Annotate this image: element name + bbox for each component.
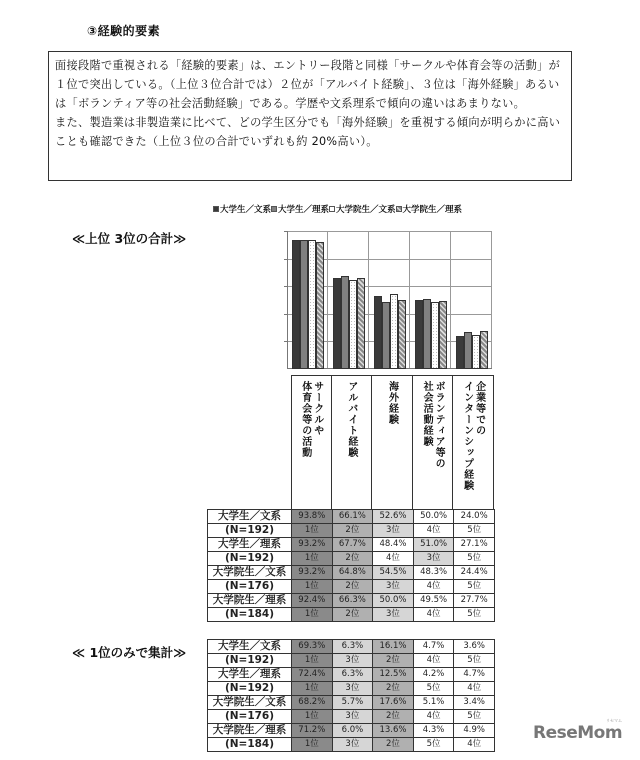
rank-cell: 4位: [454, 682, 495, 696]
sample-size-label: (N=192): [208, 654, 292, 668]
bar: [382, 302, 390, 369]
rank-cell: 5位: [413, 738, 454, 752]
value-cell: 3.6%: [454, 640, 495, 654]
rank-cell: 3位: [373, 524, 414, 538]
value-cell: 4.3%: [413, 724, 454, 738]
gridline: [327, 231, 328, 369]
value-cell: 54.5%: [373, 566, 414, 580]
gridline: [409, 231, 410, 369]
rank-cell: 3位: [332, 738, 373, 752]
category-label-line: サークルや: [311, 381, 323, 436]
bar: [439, 301, 447, 369]
value-cell: 52.6%: [373, 510, 414, 524]
category-label-line: 海外経験: [386, 381, 398, 425]
table-row: [208, 696, 495, 710]
value-cell: 4.7%: [454, 668, 495, 682]
category-label-line: 社会活動経験: [421, 381, 433, 447]
category-label-line: インターンシップ経験: [461, 381, 473, 491]
category-label-line: ボランティア等の: [433, 381, 445, 469]
value-cell: 27.1%: [454, 538, 495, 552]
value-cell: 66.3%: [332, 594, 373, 608]
rank-cell: 4位: [413, 580, 454, 594]
value-cell: 6.3%: [332, 668, 373, 682]
sample-size-label: (N=192): [208, 682, 292, 696]
group-label: 大学院生／文系: [208, 566, 292, 580]
rank-cell: 2位: [332, 608, 373, 622]
bar: [390, 294, 398, 369]
group-label: 大学院生／文系: [208, 696, 292, 710]
table-row: [208, 566, 495, 580]
rank-cell: 5位: [454, 608, 495, 622]
chart-legend: [213, 203, 462, 215]
rank-cell: 4位: [373, 552, 414, 566]
table-row: [208, 640, 495, 654]
legend-swatch-icon: [213, 206, 219, 212]
rank-cell: 1位: [292, 608, 333, 622]
value-cell: 72.4%: [292, 668, 333, 682]
bar: [341, 276, 349, 369]
group-label: 大学院生／理系: [208, 724, 292, 738]
category-label-line: アルバイト経験: [345, 381, 357, 458]
rank-cell: 1位: [292, 654, 333, 668]
value-cell: 93.2%: [292, 566, 333, 580]
table-row: [208, 538, 495, 552]
table-row: [208, 608, 495, 622]
bar: [292, 240, 300, 369]
rank-cell: 4位: [413, 710, 454, 724]
rank-cell: 2位: [373, 682, 414, 696]
value-cell: 92.4%: [292, 594, 333, 608]
category-header: [291, 375, 494, 509]
bar: [357, 278, 365, 369]
category-label: [413, 376, 454, 509]
category-label: [291, 376, 332, 509]
top3-table: [207, 509, 495, 622]
bar: [464, 332, 472, 369]
resemom-logo-sub: リセマム: [606, 718, 622, 723]
table-row: [208, 724, 495, 738]
gridline: [450, 231, 451, 369]
group-label: 大学生／理系: [208, 538, 292, 552]
value-cell: 66.1%: [332, 510, 373, 524]
rank-cell: 5位: [454, 654, 495, 668]
value-cell: 5.7%: [332, 696, 373, 710]
value-cell: 69.3%: [292, 640, 333, 654]
table-row: [208, 524, 495, 538]
resemom-logo: ReseMom: [533, 723, 623, 743]
group-label: 大学生／文系: [208, 640, 292, 654]
sample-size-label: (N=192): [208, 552, 292, 566]
value-cell: 4.2%: [413, 668, 454, 682]
value-cell: 16.1%: [373, 640, 414, 654]
table-row: [208, 594, 495, 608]
group-label: 大学生／理系: [208, 668, 292, 682]
rank-cell: 2位: [373, 738, 414, 752]
value-cell: 50.0%: [373, 594, 414, 608]
table-row: [208, 580, 495, 594]
legend-swatch-icon: [329, 206, 335, 212]
bar: [349, 280, 357, 369]
table-row: [208, 654, 495, 668]
legend-item: [396, 203, 463, 215]
legend-label: 大学生／理系: [278, 205, 330, 215]
bar: [316, 242, 324, 370]
value-cell: 68.2%: [292, 696, 333, 710]
rank-cell: 5位: [454, 580, 495, 594]
summary-paragraph-2: また、製造業は非製造業に比べて、どの学生区分でも「海外経験」を重視する傾向が明らかに高いことも確認できた（上位３位の合計でいずれも約 20%高い）。: [55, 116, 561, 148]
legend-label: 大学生／文系: [220, 205, 272, 215]
rank-cell: 2位: [373, 654, 414, 668]
category-label: [372, 376, 413, 509]
value-cell: 51.0%: [413, 538, 454, 552]
bar: [456, 336, 464, 369]
rank-cell: 1位: [292, 710, 333, 724]
legend-label: 大学院生／文系: [336, 205, 396, 215]
rank-cell: 3位: [413, 552, 454, 566]
bar: [300, 240, 308, 369]
summary-box: [48, 51, 572, 181]
rank-cell: 1位: [292, 524, 333, 538]
category-label: [453, 376, 494, 509]
rank-cell: 4位: [413, 524, 454, 538]
category-label: [332, 376, 373, 509]
rank-cell: 3位: [332, 710, 373, 724]
value-cell: 24.4%: [454, 566, 495, 580]
value-cell: 49.5%: [413, 594, 454, 608]
summary-paragraph-1: 面接段階で重視される「経験的要素」は、エントリー段階と同様「サークルや体育会等の活動」が１位で突出している。（上位３位合計では）２位が「アルバイト経験」、３位は「海外経験」あるいは「ボランティア等の社会活動経験」である。学歴や文系理系で傾向の違いはあまりない。: [55, 59, 561, 110]
rank-cell: 2位: [332, 580, 373, 594]
sample-size-label: (N=184): [208, 738, 292, 752]
rank-cell: 4位: [413, 654, 454, 668]
table-row: [208, 682, 495, 696]
table-row: [208, 710, 495, 724]
legend-item: [329, 203, 396, 215]
bar: [472, 335, 480, 369]
bar-chart: [287, 231, 492, 369]
table-row: [208, 668, 495, 682]
value-cell: 50.0%: [413, 510, 454, 524]
value-cell: 48.4%: [373, 538, 414, 552]
group-label: 大学院生／理系: [208, 594, 292, 608]
group-label: 大学生／文系: [208, 510, 292, 524]
rank-cell: 5位: [454, 710, 495, 724]
legend-item: [213, 203, 271, 215]
category-label-line: 企業等での: [473, 381, 485, 436]
table-row: [208, 738, 495, 752]
value-cell: 64.8%: [332, 566, 373, 580]
first-only-table: [207, 639, 495, 752]
rank-cell: 3位: [373, 608, 414, 622]
rank-cell: 1位: [292, 738, 333, 752]
subtitle-first-only: ≪ 1位のみで集計≫: [72, 645, 187, 660]
rank-cell: 3位: [332, 682, 373, 696]
rank-cell: 2位: [332, 552, 373, 566]
rank-cell: 1位: [292, 682, 333, 696]
category-label-line: 体育会等の活動: [299, 381, 311, 458]
bar: [431, 302, 439, 369]
value-cell: 6.3%: [332, 640, 373, 654]
bar: [423, 299, 431, 369]
bar: [308, 240, 316, 369]
rank-cell: 4位: [413, 608, 454, 622]
gridline: [491, 231, 492, 369]
gridline: [287, 231, 492, 232]
rank-cell: 3位: [332, 654, 373, 668]
value-cell: 3.4%: [454, 696, 495, 710]
sample-size-label: (N=176): [208, 580, 292, 594]
bar: [374, 296, 382, 369]
gridline: [368, 231, 369, 369]
value-cell: 48.3%: [413, 566, 454, 580]
rank-cell: 5位: [454, 524, 495, 538]
rank-cell: 1位: [292, 552, 333, 566]
value-cell: 13.6%: [373, 724, 414, 738]
rank-cell: 4位: [454, 738, 495, 752]
bar: [333, 278, 341, 369]
subtitle-top3: ≪上位 3位の合計≫: [72, 231, 187, 246]
value-cell: 71.2%: [292, 724, 333, 738]
bar: [480, 331, 488, 369]
rank-cell: 2位: [332, 524, 373, 538]
value-cell: 4.7%: [413, 640, 454, 654]
value-cell: 5.1%: [413, 696, 454, 710]
value-cell: 93.8%: [292, 510, 333, 524]
rank-cell: 2位: [373, 710, 414, 724]
bar: [398, 300, 406, 369]
value-cell: 6.0%: [332, 724, 373, 738]
legend-label: 大学院生／理系: [402, 205, 463, 215]
legend-item: [271, 203, 329, 215]
table-row: [208, 552, 495, 566]
value-cell: 93.2%: [292, 538, 333, 552]
section-title: ③経験的要素: [87, 24, 161, 38]
rank-cell: 5位: [413, 682, 454, 696]
value-cell: 67.7%: [332, 538, 373, 552]
y-axis: [287, 231, 288, 369]
sample-size-label: (N=192): [208, 524, 292, 538]
sample-size-label: (N=176): [208, 710, 292, 724]
value-cell: 4.9%: [454, 724, 495, 738]
sample-size-label: (N=184): [208, 608, 292, 622]
value-cell: 27.7%: [454, 594, 495, 608]
legend-swatch-icon: [396, 206, 402, 212]
value-cell: 17.6%: [373, 696, 414, 710]
rank-cell: 1位: [292, 580, 333, 594]
bar: [415, 300, 423, 369]
rank-cell: 5位: [454, 552, 495, 566]
value-cell: 12.5%: [373, 668, 414, 682]
rank-cell: 3位: [373, 580, 414, 594]
value-cell: 24.0%: [454, 510, 495, 524]
legend-swatch-icon: [271, 206, 277, 212]
table-row: [208, 510, 495, 524]
